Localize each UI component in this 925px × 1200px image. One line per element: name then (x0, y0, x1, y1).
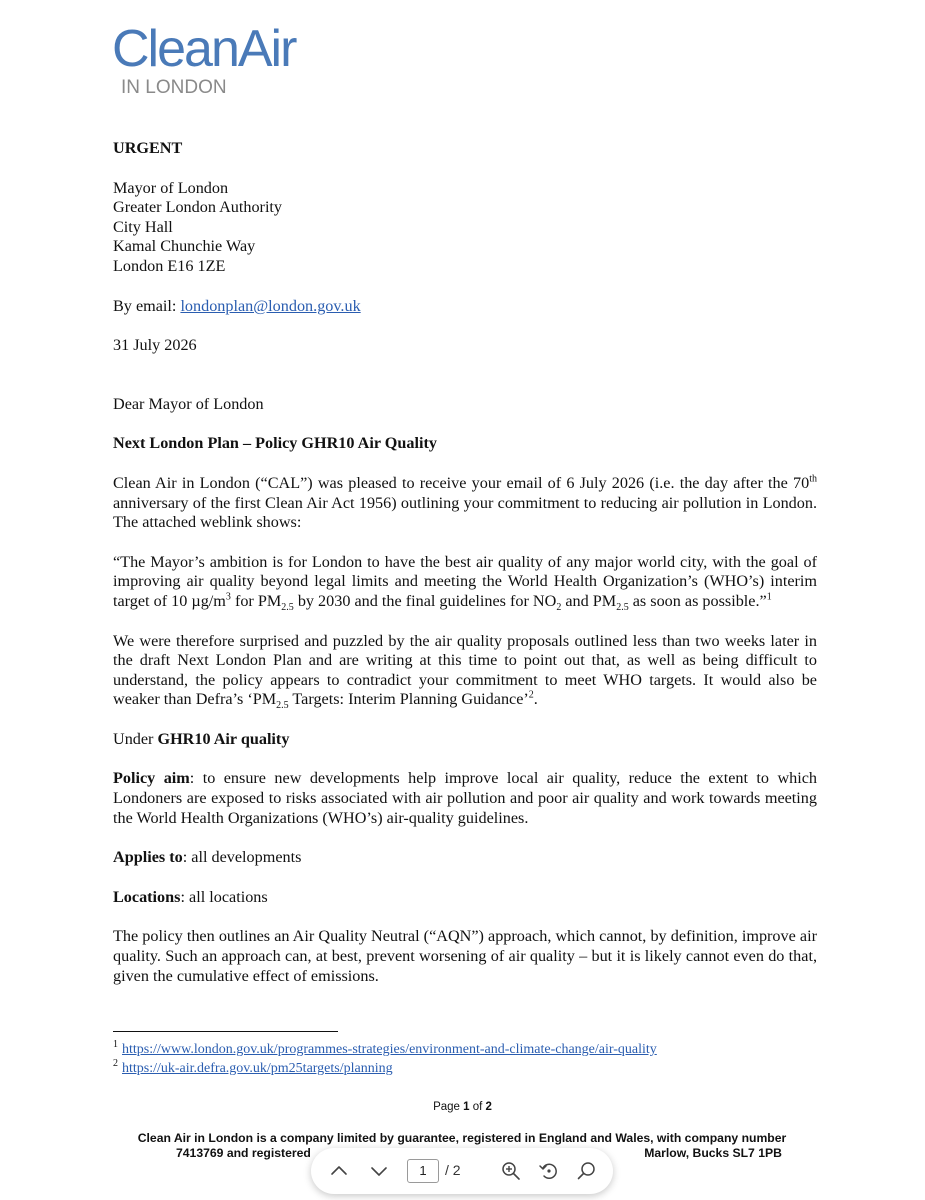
email-label: By email: (113, 296, 181, 315)
rotate-icon[interactable] (537, 1159, 561, 1183)
text-span: Under (113, 729, 158, 748)
total-pages: 2 (485, 1101, 492, 1113)
address-line: City Hall (113, 217, 173, 236)
footnote-number: 2 (113, 1058, 118, 1070)
footnote-divider (113, 1031, 338, 1032)
zoom-in-icon[interactable] (499, 1159, 523, 1183)
paragraph-concern (113, 632, 817, 710)
text-span: Clean Air in London (“CAL”) was pleased to receive your email of 6 July 2026 (i.e. the day after the 70 (113, 473, 810, 492)
locations-label: Locations (113, 887, 181, 906)
text-span: : all locations (180, 887, 268, 906)
logo-subtitle: IN LONDON (121, 77, 227, 98)
policy-aim (113, 769, 817, 828)
address-line: Mayor of London (113, 178, 229, 197)
text-span: . (533, 690, 538, 709)
recipient-address (113, 179, 817, 277)
superscript: th (809, 473, 817, 485)
text-span: for PM (230, 591, 282, 610)
text-span: : to ensure new developments help improve local air quality, reduce the extent to which Londoners are exposed to risks associated with air pollution and poor air quality and work towards meeting the World Health Organizations (WHO’s) air-quality guidelines. (113, 769, 817, 827)
footnote-number: 1 (113, 1039, 118, 1051)
mayor-quote (113, 553, 817, 612)
next-page-icon[interactable] (367, 1159, 391, 1183)
page-number-input[interactable]: 1 (407, 1159, 439, 1183)
address-line: Greater London Authority (113, 198, 283, 217)
applies-to (113, 848, 817, 868)
footnote-link[interactable]: https://www.london.gov.uk/programmes-strategies/environment-and-climate-change/air-quality (122, 1042, 657, 1057)
subscript: 2.5 (616, 602, 629, 614)
urgent-heading: URGENT (113, 139, 183, 157)
letter-body (113, 139, 817, 986)
subscript: 2 (556, 602, 562, 614)
text-span: : all developments (182, 848, 302, 867)
text-span: “The Mayor’s ambition is for London to have the best air quality of any major world city, with the goal of improving air quality beyond legal limits and meeting the World Health Organization’s (WHO’s) interim target of 10 µg/m (113, 552, 817, 610)
subscript: 2.5 (281, 602, 294, 614)
text-span: and PM (561, 591, 617, 610)
page-total-label: / 2 (445, 1162, 461, 1178)
subject-heading: Next London Plan – Policy GHR10 Air Quality (113, 434, 437, 453)
text-span: anniversary of the first Clean Air Act 1956) outlining your commitment to reducing air pollution in London. The attached weblink shows: (113, 493, 817, 532)
superscript: 3 (225, 591, 231, 603)
address-line: London E16 1ZE (113, 256, 226, 275)
subscript: 2.5 (276, 700, 289, 712)
pdf-viewer-toolbar (311, 1148, 613, 1194)
applies-to-label: Applies to (113, 848, 183, 867)
locations (113, 888, 817, 908)
footnote-2 (113, 1058, 393, 1077)
email-line (113, 297, 817, 317)
under-line (113, 730, 817, 750)
address-line: Kamal Chunchie Way (113, 237, 256, 256)
text-span: Marlow, Bucks SL7 1PB (640, 1146, 782, 1160)
text-span: 7413769 and registered (176, 1146, 311, 1160)
text-span: Targets: Interim Planning Guidance’ (288, 690, 529, 709)
email-link[interactable]: londonplan@london.gov.uk (180, 296, 361, 315)
clean-air-logo (112, 20, 295, 98)
paragraph-aqn: The policy then outlines an Air Quality Neutral (“AQN”) approach, which cannot, by definition, improve air quality. Such an approach can, at best, prevent worsening of air quality – but it is likely cannot even do that, given the cumulative effect of emissions. (113, 927, 817, 985)
text-span: by 2030 and the final guidelines for NO (293, 591, 557, 610)
footnote-ref[interactable]: 2 (528, 689, 534, 701)
page-number (0, 1101, 925, 1113)
salutation: Dear Mayor of London (113, 394, 264, 413)
search-icon[interactable] (575, 1159, 599, 1183)
current-page: 1 (463, 1101, 470, 1113)
paragraph-intro (113, 474, 817, 533)
policy-name: GHR10 Air quality (157, 729, 290, 748)
logo-wordmark: CleanAir (112, 20, 296, 78)
footnote-1 (113, 1039, 657, 1058)
footnote-ref[interactable]: 1 (766, 591, 772, 603)
footnote-link[interactable]: https://uk-air.defra.gov.uk/pm25targets/planning (122, 1061, 393, 1076)
footer-line: Clean Air in London is a company limited by guarantee, registered in England and Wales, with company number (137, 1131, 787, 1145)
text-span: We were therefore surprised and puzzled by the air quality proposals outlined less than two weeks later in the draft Next London Plan and are writing at this time to point out that, as well as being difficult to understand, the policy appears to contradict your commitment to meet WHO targets. It would also be weaker than Defra’s ‘PM (113, 631, 817, 709)
letter-date: 31 July 2026 (113, 336, 197, 355)
policy-aim-label: Policy aim (113, 769, 190, 788)
text-span: as soon as possible.” (628, 591, 767, 610)
text-span: of (469, 1101, 486, 1113)
previous-page-icon[interactable] (327, 1159, 351, 1183)
text-span: Page (433, 1101, 464, 1113)
